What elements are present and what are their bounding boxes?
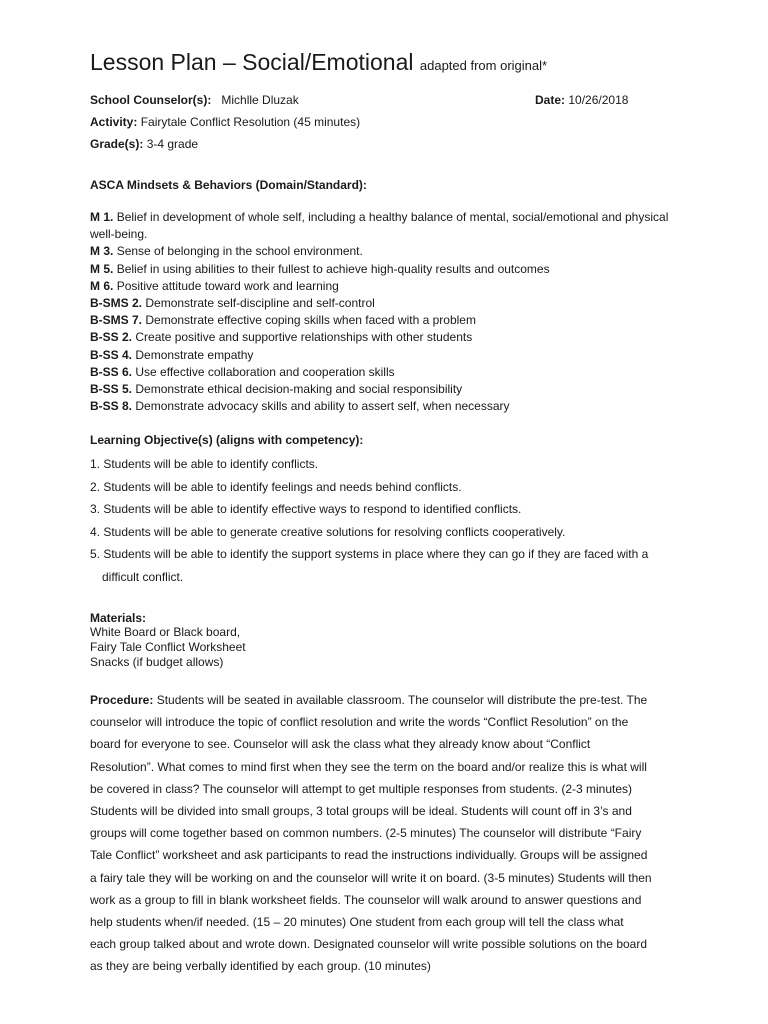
objective-item: 3. Students will be able to identify effective ways to respond to identified conflicts. (90, 502, 522, 516)
procedure-line: counselor will introduce the topic of conflict resolution and write the words “Conflict Resolution” on the (90, 715, 629, 730)
title-subtitle: adapted from original* (419, 58, 548, 73)
procedure-line: as they are being verbally identified by each group. (10 minutes) (90, 959, 431, 974)
objective-continuation: difficult conflict. (102, 569, 184, 584)
asca-item: B-SS 6. Use effective collaboration and cooperation skills (90, 364, 395, 379)
objectives-heading: Learning Objective(s) (aligns with competency): (90, 433, 364, 447)
activity-value: Fairytale Conflict Resolution (45 minutes) (140, 115, 361, 129)
procedure-line: a fairy tale they will be working on and the counselor will write it on board. (3-5 minutes) Students will then (90, 870, 652, 885)
asca-item: B-SMS 7. Demonstrate effective coping skills when faced with a problem (90, 313, 476, 328)
objective-item: 5. Students will be able to identify the support systems in place where they can go if they are faced with a (90, 547, 649, 561)
material-item: White Board or Black board, (90, 625, 241, 639)
activity-row (90, 114, 360, 130)
asca-item: B-SS 5. Demonstrate ethical decision-making and social responsibility (90, 382, 463, 397)
grade-label: Grade(s): (90, 137, 144, 151)
asca-list (90, 209, 670, 415)
title-main: Lesson Plan – Social/Emotional (90, 49, 414, 75)
material-item: Fairy Tale Conflict Worksheet (90, 640, 246, 654)
counselor-label: School Counselor(s): (90, 93, 212, 107)
date-value: 10/26/2018 (568, 93, 629, 107)
asca-item: B-SS 2. Create positive and supportive relationships with other students (90, 330, 473, 345)
objective-item: 2. Students will be able to identify feelings and needs behind conflicts. (90, 479, 462, 494)
objective-item: 4. Students will be able to generate creative solutions for resolving conflicts cooperatively. (90, 524, 566, 539)
procedure-line: be covered in class? The counselor will attempt to get multiple responses from students. (2-3 minutes) (90, 781, 633, 796)
procedure-line: board for everyone to see. Counselor will ask the class what they already know about “Conflict (90, 737, 591, 752)
counselor-value: Michlle Dluzak (221, 93, 299, 107)
asca-item: M 5. Belief in using abilities to their fullest to achieve high-quality results and outcomes (90, 261, 550, 276)
procedure-line: Resolution”. What comes to mind first when they see the term on the board and/or realize this is what will (90, 759, 647, 774)
asca-item: M 6. Positive attitude toward work and learning (90, 278, 339, 293)
asca-item: M 1. Belief in development of whole self, including a healthy balance of mental, social/emotional and physical well-being. (90, 210, 669, 242)
asca-item: M 3. Sense of belonging in the school environment. (90, 244, 363, 259)
asca-heading: ASCA Mindsets & Behaviors (Domain/Standard): (90, 178, 367, 192)
asca-item: B-SMS 2. Demonstrate self-discipline and self-control (90, 296, 375, 311)
activity-label: Activity: (90, 115, 138, 129)
procedure-line: help students when/if needed. (15 – 20 minutes) One student from each group will tell the class what (90, 915, 624, 930)
materials-heading: Materials: (90, 611, 147, 625)
procedure-line: each group talked about and wrote down. Designated counselor will write possible solutions on the board (90, 937, 648, 952)
objective-item: 1. Students will be able to identify conflicts. (90, 457, 319, 471)
page-title (90, 47, 547, 81)
procedure-line: Students will be divided into small groups, 3 total groups will be ideal. Students will count off in 3’s and (90, 804, 632, 819)
date-label: Date: (535, 93, 566, 107)
procedure-line: Tale Conflict” worksheet and ask participants to read the instructions individually. Groups will be assigned (90, 848, 648, 863)
grade-row (90, 136, 198, 152)
procedure-line: Procedure: Students will be seated in available classroom. The counselor will distribute the pre-test. The (90, 693, 648, 707)
procedure-line: work as a group to fill in blank worksheet fields. The counselor will walk around to answer questions and (90, 892, 642, 907)
counselor-row (90, 92, 299, 108)
procedure-label: Procedure: (90, 693, 154, 707)
procedure-line: groups will come together based on common numbers. (2-5 minutes) The counselor will distribute “Fairy (90, 826, 642, 841)
objectives-list (90, 453, 690, 588)
material-item: Snacks (if budget allows) (90, 655, 224, 669)
procedure-section (90, 689, 690, 978)
grade-value: 3-4 grade (146, 137, 199, 151)
asca-item: B-SS 8. Demonstrate advocacy skills and ability to assert self, when necessary (90, 399, 510, 414)
materials-list (90, 625, 246, 670)
asca-item: B-SS 4. Demonstrate empathy (90, 347, 254, 362)
date-row (535, 92, 628, 108)
